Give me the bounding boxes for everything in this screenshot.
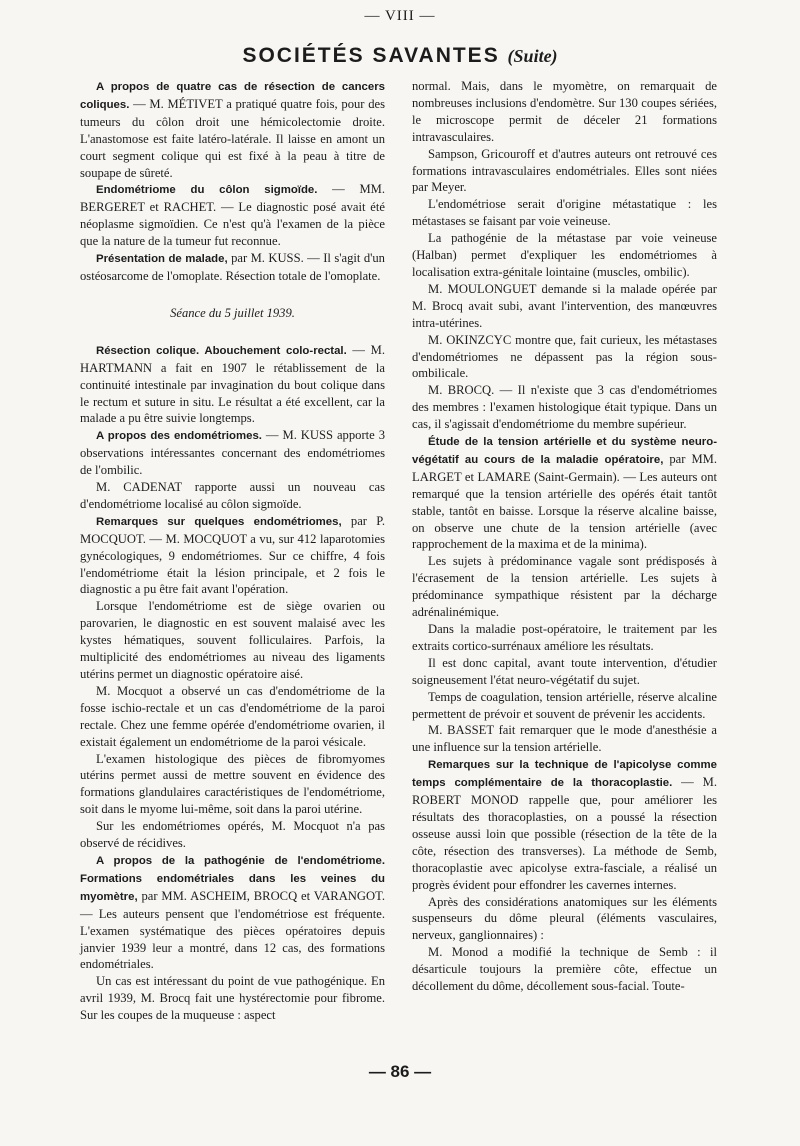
- paragraph-text: — MM. BERGERET et RACHET. — Le diagnostic posé avait été néoplasme sigmoïdien. Ce n'est qu'à l'examen de la pièce que la nature de la tumeur fut reconnue.: [80, 182, 386, 249]
- article-heading: Endométriome du côlon sigmoïde.: [96, 184, 318, 197]
- paragraph-text: par MM. LARGET et LAMARE (Saint-Germain). — Les auteurs ont remarqué que la tension artérielle des opérés était tantôt stable, tantôt en baisse. Lorsque la réserve alcaline baisse, on observe une chute de la tension artérielle (avec rapprochement de la maxima et de la minima).: [412, 451, 717, 552]
- paragraph-text: M. BROCQ. — Il n'existe que 3 cas d'endométriomes des membres : l'examen histologique était typique. Dans un cas, il s'agissait d'endométriome du membre supérieur.: [412, 383, 717, 432]
- left-column: [80, 78, 385, 1024]
- paragraph-text: M. Mocquot a observé un cas d'endométriome de la fosse ischio-rectale et un cas d'endométriome de la paroi rectale. Chez une femme opérée d'endométriome ovarien, il existait également un endométriome de la paroi vésicale.: [80, 683, 385, 749]
- section-title: [0, 44, 800, 68]
- paragraph-text: — M. ROBERT MONOD rappelle que, pour améliorer les résultats des thoracoplasties, on a poussé la résection osseuse aussi loin que possible (résection de la tête de la côte, résection des transverses). La méthode de Semb, thoracoplastie avec apicolyse extra-fasciale, a réalisé un progrès évident pour effondrer les cavernes internes.: [412, 775, 717, 892]
- article-paragraph: [80, 250, 385, 285]
- paragraph-text: Temps de coagulation, tension artérielle, réserve alcaline permettent de prévoir et souvent de prévenir les accidents.: [412, 689, 717, 721]
- paragraph-text: Sur les endométriomes opérés, M. Mocquot n'a pas observé de récidives.: [80, 819, 385, 851]
- body-paragraph: [412, 78, 717, 146]
- paragraph-text: Dans la maladie post-opératoire, le traitement par les extraits cortico-surrénaux améliore les résultats.: [412, 622, 717, 653]
- paragraph-text: M. Monod a modifié la technique de Semb : il désarticule toujours la première côte, effectue un décollement du dôme, décollement sous-facial. Toute-: [412, 945, 717, 994]
- paragraph-text: L'endométriose serait d'origine métastatique : les métastases se faisant par voie veineuse.: [412, 197, 717, 229]
- article-heading: Résection colique. Abouchement colo-rectal.: [96, 344, 347, 357]
- article-heading: Remarques sur quelques endométriomes,: [96, 515, 342, 528]
- article-heading: A propos de quatre cas de résection de cancers coliques.: [80, 81, 385, 111]
- page-number: — 86 —: [368, 1062, 432, 1081]
- paragraph-text: par MM. ASCHEIM, BROCQ et VARANGOT. — Les auteurs pensent que l'endométriose est fréquente. L'examen systématique des pièces opératoires depuis janvier 1939 leur a montré, dans 12 cas, des formations endométriales.: [80, 888, 385, 972]
- body-paragraph: [412, 196, 717, 230]
- paragraph-text: normal. Mais, dans le myomètre, on remarquait de nombreuses inclusions d'endomètre. Sur 130 coupes sériées, le microscope permit de déceler 21 formations intravasculaires.: [412, 79, 717, 144]
- article-paragraph: [80, 78, 385, 181]
- body-paragraph: [80, 818, 385, 852]
- paragraph-text: M. BASSET fait remarquer que le mode d'anesthésie a une influence sur la tension artérielle.: [412, 723, 717, 755]
- article-heading: Étude de la tension artérielle et du système neuro-végétatif au cours de la maladie opératoire,: [412, 436, 717, 466]
- body-paragraph: [412, 230, 717, 281]
- article-heading: A propos des endométriomes.: [96, 430, 262, 443]
- body-paragraph: [80, 973, 385, 1024]
- body-paragraph: [412, 553, 717, 621]
- roman-page-number: — VIII —: [364, 8, 436, 24]
- paragraph-text: Lorsque l'endométriome est de siège ovarien ou parovarien, le diagnostic en est souvent malaisé avec les kystes hématiques, souvent folliculaires. Parfois, la multiplicité des endométriomes au niveau des ligaments utérins permet un diagnostic opératoire aisé.: [80, 599, 385, 681]
- article-paragraph: [412, 756, 717, 893]
- paragraph-text: M. OKINZCYC montre que, fait curieux, les métastases d'endométriomes ne dépassent pas la région sous-ombilicale.: [412, 332, 717, 381]
- body-paragraph: [412, 281, 717, 332]
- article-heading: Présentation de malade,: [96, 253, 228, 266]
- paragraph-text: Après des considérations anatomiques sur les éléments suspenseurs du dôme pleural (éléments vasculaires, nerveux, ganglionnaires) :: [412, 894, 717, 943]
- article-paragraph: [80, 513, 385, 599]
- body-paragraph: [412, 621, 717, 655]
- article-paragraph: [80, 342, 385, 428]
- body-paragraph: [412, 894, 717, 945]
- article-paragraph: [80, 181, 385, 250]
- paragraph-text: par M. KUSS. — Il s'agit d'un ostéosarcome de l'omoplate. Résection totale de l'omoplate.: [80, 251, 385, 283]
- body-paragraph: [412, 382, 717, 433]
- section-title-suite: (Suite): [507, 46, 558, 66]
- body-paragraph: [412, 655, 717, 689]
- paragraph-text: — M. MÉTIVET a pratiqué quatre fois, pour des tumeurs du côlon droit une hémicolectomie droite. L'anastomose est faite latéro-latérale. Il laisse en amont un court segment colique qui est fixé à la peau à titre de soupape de sûreté.: [80, 96, 385, 180]
- paragraph-text: Il est donc capital, avant toute intervention, d'étudier soigneusement l'état neuro-végétatif du sujet.: [412, 655, 717, 687]
- section-title-text: SOCIÉTÉS SAVANTES: [242, 44, 500, 67]
- right-column: [412, 78, 717, 995]
- paragraph-text: — M. HARTMANN a fait en 1907 le rétablissement de la continuité intestinale par invagination du bout colique dans le rectum et suture in situ. Le résultat a été excellent, car la malade a pu être suivie longtemps.: [80, 342, 385, 426]
- body-paragraph: [412, 722, 717, 756]
- body-paragraph: [80, 598, 385, 683]
- paragraph-text: M. CADENAT rapporte aussi un nouveau cas d'endométriome localisé au côlon sigmoïde.: [80, 480, 385, 511]
- paragraph-text: M. MOULONGUET demande si la malade opérée par M. Brocq avait subi, avant l'intervention, des manœuvres intra-utérines.: [412, 281, 717, 330]
- body-paragraph: [412, 944, 717, 995]
- paragraph-text: Sampson, Gricouroff et d'autres auteurs ont retrouvé ces formations intravasculaires endométriales. Elles sont niées par Meyer.: [412, 146, 717, 195]
- article-paragraph: [80, 852, 385, 973]
- article-paragraph: [412, 433, 717, 553]
- article-heading: A propos de la pathogénie de l'endométriome. Formations endométriales dans les veines du myomètre,: [80, 854, 385, 903]
- body-paragraph: [412, 146, 717, 197]
- paragraph-text: — M. KUSS apporte 3 observations intéressantes concernant des endométriomes de l'ombilic.: [80, 428, 385, 478]
- body-paragraph: [80, 479, 385, 513]
- session-date: Séance du 5 juillet 1939.: [170, 305, 295, 320]
- body-paragraph: [412, 689, 717, 723]
- body-paragraph: [80, 683, 385, 751]
- paragraph-text: Un cas est intéressant du point de vue pathogénique. En avril 1939, M. Brocq fait une hystérectomie pour fibrome. Sur les coupes de la muqueuse : aspect: [80, 974, 385, 1023]
- paragraph-text: L'examen histologique des pièces de fibromyomes utérins permet aussi de mettre souvent en évidence des formations glandulaires caractéristiques de l'endométriome, soit dans le myome lui-même, soit dans la paroi utérine.: [80, 751, 385, 817]
- body-paragraph: [80, 751, 385, 819]
- paragraph-text: par P. MOCQUOT. — M. MOCQUOT a vu, sur 412 laparotomies gynécologiques, 9 endométriomes. Sur ce chiffre, 4 fois l'endométriome était la lésion principale, et 2 fois le diagnostic a pu être fait avant l'opération.: [80, 513, 386, 597]
- body-paragraph: [412, 332, 717, 383]
- article-heading: Remarques sur la technique de l'apicolyse comme temps complémentaire de la thoracoplastie.: [412, 759, 717, 790]
- paragraph-text: La pathogénie de la métastase par voie veineuse (Halban) permet d'expliquer les endométriomes à localisation extra-génitale lointaine (muscles, ombilic).: [412, 231, 717, 279]
- article-paragraph: [80, 427, 385, 479]
- paragraph-text: Les sujets à prédominance vagale sont prédisposés à l'écrasement de la tension artérielle. Les sujets à prédominance sympathique résistent par la décharge adrénalinémique.: [412, 554, 717, 620]
